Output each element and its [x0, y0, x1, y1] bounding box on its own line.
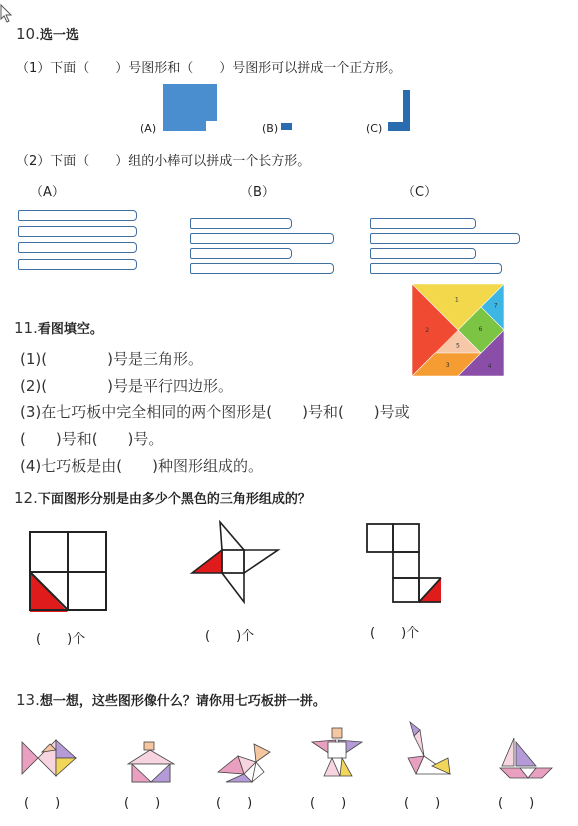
q12-answer-1: ( )个 [36, 632, 86, 647]
q11-heading [14, 318, 103, 337]
stick [190, 248, 292, 259]
q12-figure-2 [192, 520, 282, 604]
mouse-cursor-icon [0, 4, 14, 24]
q11-line-3: (3)在七巧板中完全相同的两个图形是( )号和( )号或 [20, 403, 410, 421]
stick [370, 248, 476, 259]
q12-answer-3: ( )个 [370, 626, 420, 641]
q13-blank-6: ( ) [498, 796, 535, 811]
q13-title: 想一想，这些图形像什么？请你用七巧板拼一拼。 [39, 694, 326, 709]
group-a-label: （A） [30, 185, 65, 200]
stick [370, 233, 520, 244]
group-b-label: （B） [240, 185, 275, 200]
q10-title: 选一选 [39, 28, 79, 43]
group-c-label: （C） [402, 185, 438, 200]
stick [18, 226, 137, 237]
shape-a [163, 84, 219, 132]
shape-c [388, 90, 412, 134]
q11-line-1: (1)( )号是三角形。 [20, 350, 203, 368]
q11-title: 看图填空。 [37, 322, 103, 337]
tangram-num-3: 3 [445, 361, 450, 369]
tangram [412, 284, 504, 376]
q13-blank-2: ( ) [124, 796, 161, 811]
q10-number: 10. [16, 25, 40, 43]
q12-figure-1 [30, 532, 108, 612]
tangram-num-1: 1 [454, 296, 459, 304]
q13-squirrel-figure [216, 742, 272, 784]
q12-figure-3 [363, 520, 445, 606]
stick [190, 263, 334, 274]
tangram-num-7: 7 [493, 302, 498, 310]
stick [190, 218, 292, 229]
q13-house-figure [126, 742, 178, 784]
q10-part2-text: （2）下面（ ）组的小棒可以拼成一个长方形。 [16, 154, 311, 169]
q13-fish-figure [22, 736, 82, 780]
q13-blank-3: ( ) [216, 796, 253, 811]
q11-line-4: ( )号和( )号。 [20, 430, 164, 448]
stick [370, 218, 476, 229]
q12-answer-2: ( )个 [205, 629, 255, 644]
tangram-num-2: 2 [425, 327, 430, 335]
shape-b-label: (B) [262, 122, 279, 135]
q13-heading [16, 690, 326, 709]
q13-blank-5: ( ) [404, 796, 441, 811]
q11-line-2: (2)( )号是平行四边形。 [20, 377, 233, 395]
q10-part1-text: （1）下面（ ）号图形和（ ）号图形可以拼成一个正方形。 [16, 61, 402, 76]
stick [18, 210, 137, 221]
shape-a-label: (A) [140, 122, 157, 135]
q12-title: 下面图形分别是由多少个黑色的三角形组成的？ [37, 492, 311, 507]
tangram-num-4: 4 [487, 362, 492, 370]
q13-person-figure [310, 728, 364, 780]
tangram-num-5: 5 [455, 342, 460, 350]
stick [18, 259, 137, 270]
q12-number: 12. [14, 489, 38, 507]
stick [18, 242, 137, 253]
q13-boat-figure [500, 736, 554, 782]
stick [370, 263, 502, 274]
q11-line-5: (4)七巧板是由( )种图形组成的。 [20, 457, 263, 475]
shape-b [281, 123, 293, 131]
q13-blank-4: ( ) [310, 796, 347, 811]
q11-number: 11. [14, 319, 38, 337]
q12-heading [14, 488, 311, 507]
stick [190, 233, 334, 244]
shape-c-label: (C) [366, 122, 383, 135]
q13-bird-figure [402, 722, 454, 782]
tangram-num-6: 6 [478, 326, 483, 334]
q13-blank-1: ( ) [24, 796, 61, 811]
q13-number: 13. [16, 691, 40, 709]
q10-heading [16, 24, 79, 43]
